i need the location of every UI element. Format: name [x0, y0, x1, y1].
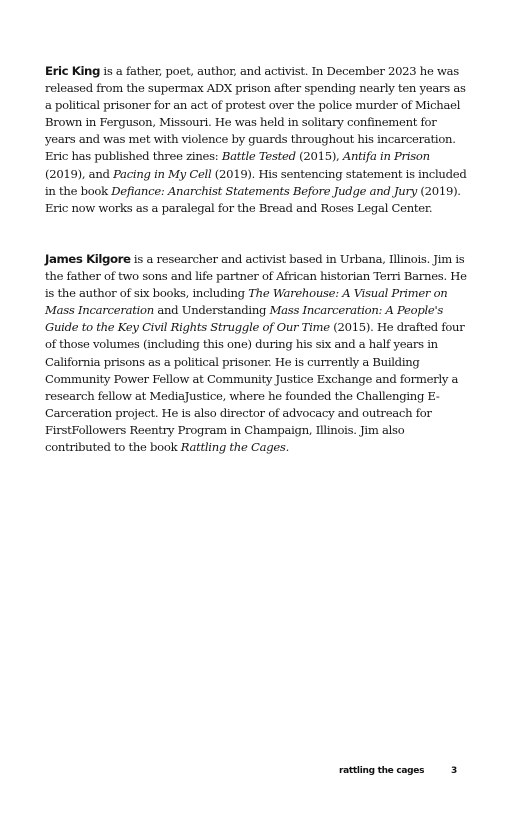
- bio-text: (2019). His sentencing statement is included in the book: [45, 166, 467, 198]
- book-title: The Warehouse: A Visual Primer on Mass Incarceration: [45, 286, 448, 318]
- bio-eric-king: [45, 63, 469, 217]
- bio-text: is a father, poet, author, and activist. In December 2023 he was released from the supermax ADX prison after spending nearly ten years as a political prisoner for an act of protest over the police murder of Michael Brown in Ferguson, Missouri. He was held in solitary confinement for years and was met with violence by guards throughout his incarceration. Eric has published three zines:: [45, 64, 466, 164]
- bio-text: (2019), and: [45, 166, 114, 181]
- bio-text: (2015),: [295, 149, 343, 164]
- bio-text: (2015). He drafted four of those volumes (including this one) during his six and a half years in California prisons as a political prisoner. He is currently a Building Community Power Fellow at Community Justice Exchange and formerly a research fellow at MediaJustice, where he founded the Challenging E-Carceration project. He is also director of advocacy and outreach for FirstFollowers Reentry Program in Champaign, Illinois. Jim also contributed to the book: [45, 320, 465, 455]
- bio-text: and Understanding: [153, 303, 270, 318]
- book-title: Mass Incarceration: A People's Guide to the Key Civil Rights Struggle of Our Time: [45, 303, 444, 335]
- book-title: Battle Tested: [221, 149, 296, 164]
- bio-name: James Kilgore: [45, 252, 131, 266]
- book-title: Antifa in Prison: [342, 149, 430, 164]
- running-footer-title: rattling the cages: [339, 766, 425, 776]
- book-title: Rattling the Cages: [180, 440, 286, 455]
- bio-name: Eric King: [45, 64, 100, 78]
- bio-text: is a researcher and activist based in Urbana, Illinois. Jim is the father of two sons and life partner of African historian Terri Barnes. He is the author of six books, including: [45, 252, 467, 301]
- book-title: Defiance: Anarchist Statements Before Judge and Jury: [111, 183, 418, 198]
- bio-text: (2019). Eric now works as a paralegal for the Bread and Roses Legal Center.: [45, 183, 461, 215]
- book-title: Pacing in My Cell: [113, 166, 212, 181]
- page-number: 3: [451, 766, 457, 776]
- bio-james-kilgore: [45, 251, 469, 456]
- bio-text: .: [285, 440, 290, 455]
